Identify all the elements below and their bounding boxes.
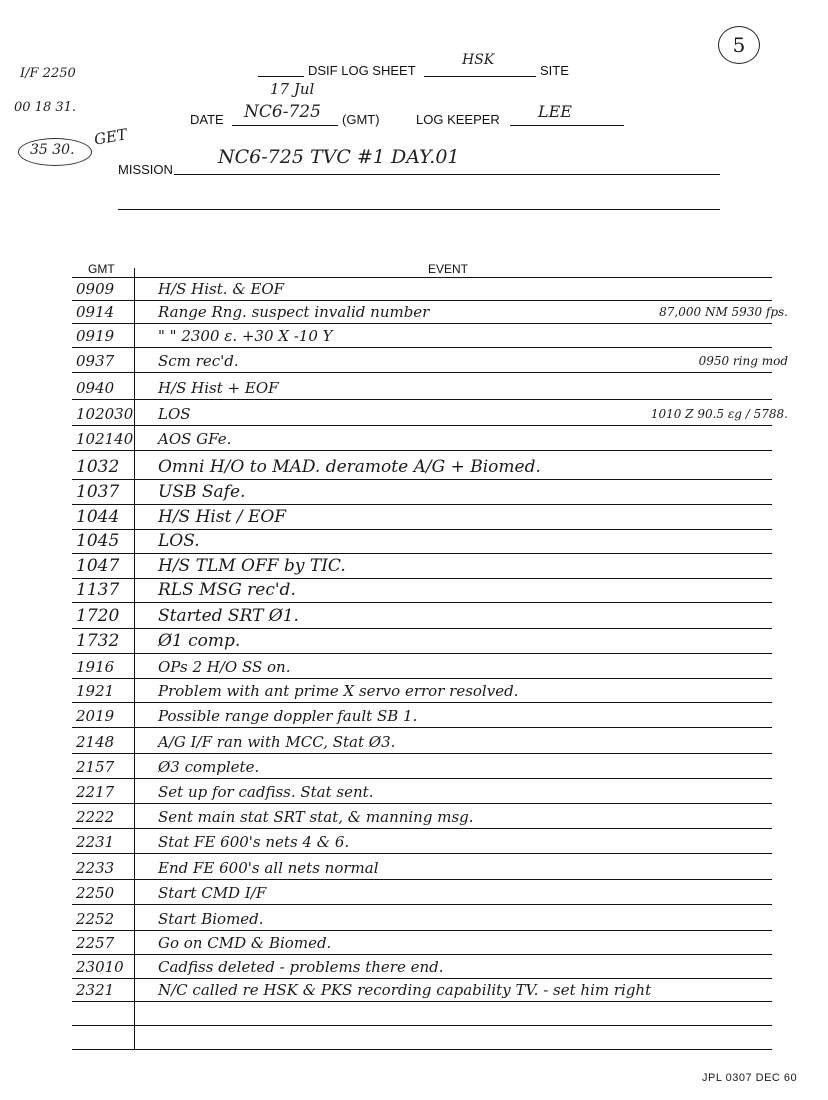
site-value: HSK: [462, 52, 495, 68]
col-header-event: EVENT: [428, 262, 469, 276]
row-gmt: 1037: [76, 482, 120, 502]
site-label: SITE: [540, 63, 569, 78]
row-gmt: 2252: [76, 910, 115, 928]
table-row: [72, 829, 772, 854]
row-event: LOS.: [158, 531, 200, 551]
row-gmt: 2222: [76, 808, 115, 826]
table-row: [72, 505, 772, 530]
table-row: [72, 529, 772, 554]
table-row: [72, 654, 772, 679]
row-gmt: 102140: [76, 430, 134, 448]
row-event: RLS MSG rec'd.: [158, 580, 296, 600]
row-event: Ø1 comp.: [158, 631, 241, 651]
row-gmt: 0919: [76, 327, 115, 345]
row-gmt: 0914: [76, 303, 115, 321]
row-event: Scm rec'd.: [158, 352, 239, 370]
row-gmt: 2148: [76, 733, 115, 751]
row-gmt: 0937: [76, 352, 115, 370]
table-row: [72, 401, 788, 426]
table-row: [72, 604, 772, 629]
row-event: End FE 600's all nets normal: [158, 859, 379, 877]
row-event: OPs 2 H/O SS on.: [158, 658, 291, 676]
table-row: [72, 426, 772, 451]
form-code: JPL 0307 DEC 60: [702, 1072, 798, 1084]
row-gmt: 2231: [76, 833, 115, 851]
margin-note-time: 00 18 31.: [14, 100, 77, 115]
row-gmt: 2250: [76, 884, 115, 902]
row-gmt: 1137: [76, 580, 120, 600]
table-row: [72, 554, 772, 579]
row-gmt: 2233: [76, 859, 115, 877]
date-label: DATE: [190, 112, 224, 127]
row-event: H/S Hist / EOF: [158, 507, 287, 527]
table-row: [72, 1001, 772, 1026]
date-value: NC6-725: [244, 102, 321, 122]
table-row: [72, 855, 772, 880]
table-row: [72, 703, 772, 728]
row-event: AOS GFe.: [158, 430, 232, 448]
row-gmt: 1044: [76, 507, 120, 527]
row-event: H/S Hist. & EOF: [158, 280, 285, 298]
row-gmt: 0940: [76, 379, 115, 397]
mission-label: MISSION: [118, 162, 173, 177]
row-note: 1010 Z 90.5 εg / 5788.: [650, 407, 788, 421]
table-row: [72, 754, 772, 779]
table-row: [72, 480, 772, 505]
table-row: [72, 880, 772, 905]
row-gmt: 2157: [76, 758, 115, 776]
table-row: [72, 977, 772, 1002]
row-event: Sent main stat SRT stat, & manning msg.: [158, 808, 474, 826]
row-gmt: 2217: [76, 783, 115, 801]
row-event: N/C called re HSK & PKS recording capability TV. - set him right: [158, 981, 652, 999]
table-row: [72, 348, 788, 373]
row-event: Go on CMD & Biomed.: [158, 934, 332, 952]
table-row: [72, 375, 772, 400]
row-gmt: 1032: [76, 457, 120, 477]
row-event: Cadfiss deleted - problems there end.: [158, 958, 444, 976]
row-event: Started SRT Ø1.: [158, 606, 299, 626]
table-row: [72, 629, 772, 654]
row-gmt: 2257: [76, 934, 115, 952]
table-row: [72, 578, 772, 603]
row-gmt: 2321: [76, 981, 115, 999]
row-event: Range Rng. suspect invalid number: [158, 303, 430, 321]
row-gmt: 1047: [76, 556, 120, 576]
row-note: 0950 ring mod: [698, 354, 788, 368]
page-number: 5: [718, 26, 760, 64]
row-event: LOS: [158, 405, 191, 423]
row-gmt: 1916: [76, 658, 115, 676]
table-row: [72, 323, 772, 348]
log-keeper-value: LEE: [538, 102, 572, 121]
margin-note-if: I/F 2250: [20, 66, 76, 81]
row-event: H/S TLM OFF by TIC.: [158, 556, 346, 576]
log-keeper-label: LOG KEEPER: [416, 112, 500, 127]
row-event: Set up for cadfiss. Stat sent.: [158, 783, 374, 801]
table-row: [72, 1025, 772, 1050]
row-event: " " 2300 ε. +30 X -10 Y: [158, 327, 333, 345]
row-gmt: 2019: [76, 707, 115, 725]
table-row: [72, 729, 772, 754]
row-gmt: 1732: [76, 631, 120, 651]
row-event: Ø3 complete.: [158, 758, 260, 776]
row-event: Start CMD I/F: [158, 884, 267, 902]
row-event: Omni H/O to MAD. deramote A/G + Biomed.: [158, 457, 541, 477]
table-row: [72, 906, 772, 931]
margin-note-get: 35 30.: [30, 142, 75, 158]
row-event: Stat FE 600's nets 4 & 6.: [158, 833, 350, 851]
row-gmt: 0909: [76, 280, 115, 298]
col-header-gmt: GMT: [88, 262, 115, 276]
row-gmt: 1045: [76, 531, 120, 551]
mission-value: NC6-725 TVC #1 DAY.01: [218, 146, 460, 168]
table-row: [72, 678, 772, 703]
row-event: Start Biomed.: [158, 910, 264, 928]
table-row: [72, 299, 788, 324]
row-gmt: 1921: [76, 682, 115, 700]
table-row: [72, 455, 772, 480]
margin-note-get-suffix: GET: [92, 125, 129, 149]
date-value-top: 17 Jul: [270, 80, 315, 98]
form-title: DSIF LOG SHEET: [308, 63, 416, 78]
gmt-label: (GMT): [342, 112, 380, 127]
row-gmt: 102030: [76, 405, 134, 423]
table-row: [72, 930, 772, 955]
row-event: USB Safe.: [158, 482, 246, 502]
table-row: [72, 954, 772, 979]
row-event: H/S Hist + EOF: [158, 379, 279, 397]
row-gmt: 23010: [76, 958, 124, 976]
table-row: [72, 804, 772, 829]
row-event: A/G I/F ran with MCC, Stat Ø3.: [158, 733, 396, 751]
row-note: 87,000 NM 5930 fps.: [659, 305, 788, 319]
row-event: Possible range doppler fault SB 1.: [158, 707, 418, 725]
table-row: [72, 779, 772, 804]
row-gmt: 1720: [76, 606, 120, 626]
table-row: [72, 276, 772, 301]
row-event: Problem with ant prime X servo error resolved.: [158, 682, 519, 700]
